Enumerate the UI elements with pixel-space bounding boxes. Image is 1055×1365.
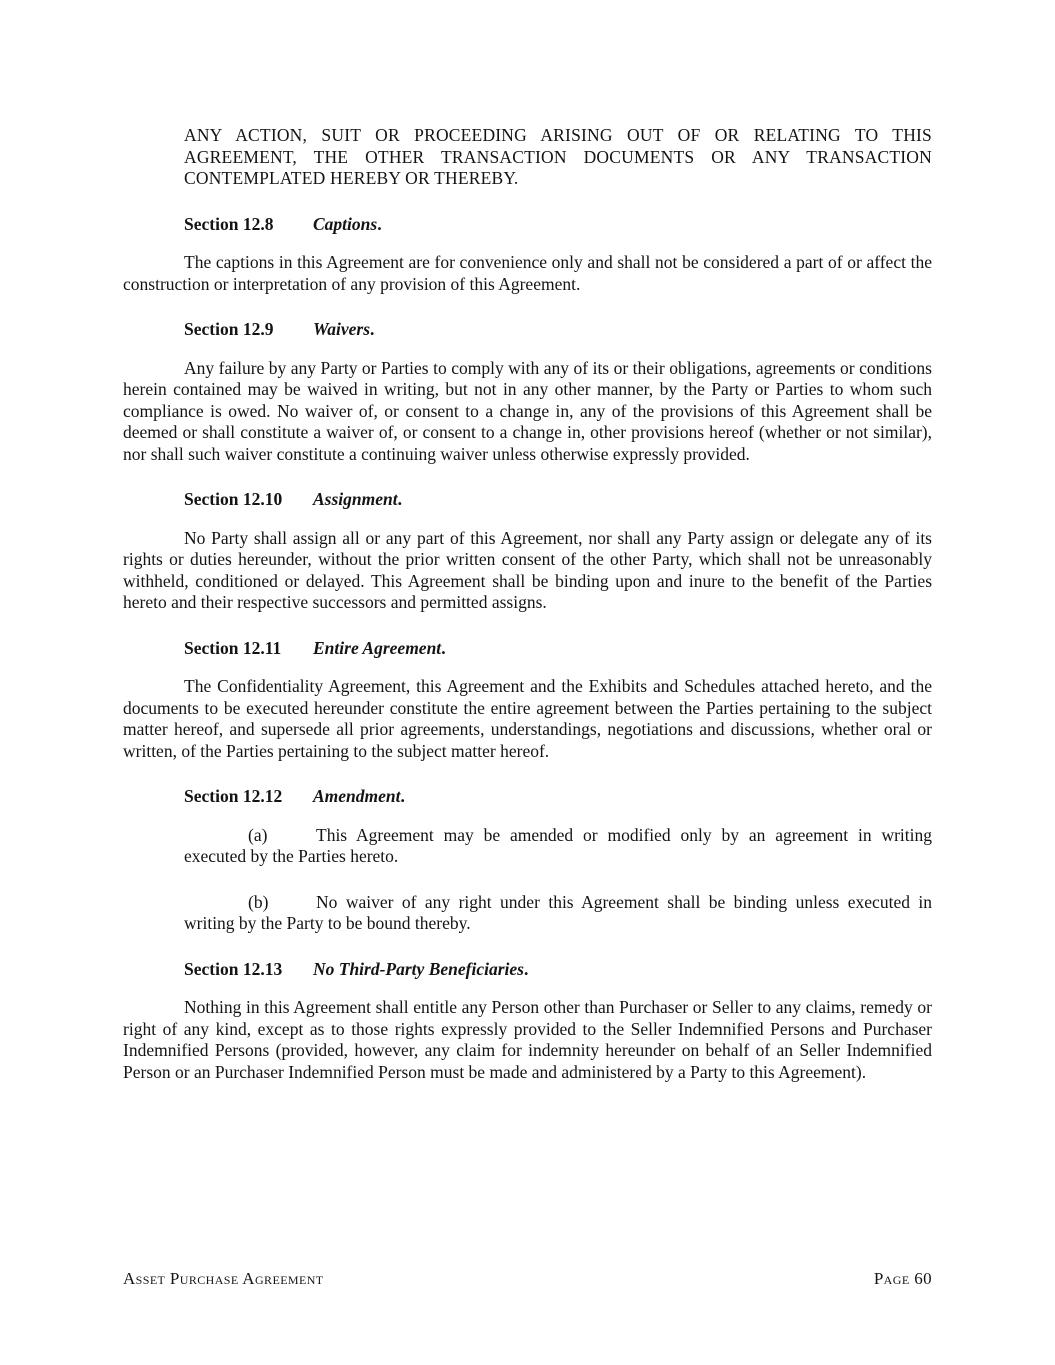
section-title-period: . (397, 489, 402, 509)
no-third-party-beneficiaries-paragraph: Nothing in this Agreement shall entitle any Person other than Purchaser or Seller to any claims, remedy or right of any kind, except as to those rights expressly provided to the Seller Indemnified Persons and Purchaser Indemnified Persons (provided, however, any claim for indemnity hereunder on behalf of an Seller Indemnified Person or an Purchaser Indemnified Person must be made and administered by a Party to this Agreement). (123, 997, 932, 1082)
amendment-subparagraph-b (184, 892, 932, 935)
captions-paragraph: The captions in this Agreement are for convenience only and shall not be considered a part of or affect the construction or interpretation of any provision of this Agreement. (123, 252, 932, 294)
entire-agreement-paragraph: The Confidentiality Agreement, this Agreement and the Exhibits and Schedules attached hereto, and the documents to be executed hereunder constitute the entire agreement between the Parties pertaining to the subject matter hereof, and supersede all prior agreements, understandings, negotiations and discussions, whether oral or written, of the Parties pertaining to the subject matter hereof. (123, 676, 932, 761)
assignment-paragraph: No Party shall assign all or any part of this Agreement, nor shall any Party assign or delegate any of its rights or duties hereunder, without the prior written consent of the other Party, which shall not be unreasonably withheld, conditioned or delayed. This Agreement shall be binding upon and inure to the benefit of the Parties hereto and their respective successors and permitted assigns. (123, 527, 932, 612)
section-title: Waivers (313, 319, 371, 339)
section-title-period: . (377, 213, 382, 234)
subsection-text: This Agreement may be amended or modified only by an agreement in writing executed by the Parties hereto. (184, 824, 932, 866)
section-heading-12-10 (184, 489, 932, 511)
section-title-period: . (370, 319, 375, 339)
section-title-period: . (523, 958, 529, 979)
waivers-paragraph: Any failure by any Party or Parties to comply with any of its or their obligations, agreements or conditions herein contained may be waived in writing, but not in any other manner, by the Party or Parties to whom such compliance is owed. No waiver of, or consent to a change in, any of the provisions of this Agreement shall be deemed or shall constitute a waiver of, or consent to a change in, other provisions hereof (whether or not similar), nor shall such waiver constitute a continuing waiver unless otherwise expressly provided. (123, 357, 932, 464)
section-title: Entire Agreement (313, 637, 442, 658)
footer-page-number: Page 60 (873, 1269, 932, 1288)
section-heading-12-9 (184, 319, 932, 341)
section-number: Section 12.13 (184, 958, 283, 979)
section-heading-12-13 (184, 959, 932, 981)
section-title-period: . (441, 637, 446, 658)
section-title-period: . (400, 786, 405, 806)
footer-document-title: Asset Purchase Agreement (123, 1269, 324, 1288)
page-footer (123, 1268, 932, 1290)
section-number: Section 12.10 (184, 489, 283, 509)
section-heading-12-8 (184, 214, 932, 236)
section-title: Assignment (313, 489, 398, 509)
section-title: Captions (313, 213, 378, 234)
section-number: Section 12.11 (184, 637, 282, 658)
section-heading-12-11 (184, 638, 932, 660)
subsection-label: (a) (248, 824, 268, 845)
section-heading-12-12 (184, 786, 932, 808)
section-number: Section 12.12 (184, 786, 283, 806)
section-title: Amendment (313, 786, 401, 806)
section-number: Section 12.9 (184, 319, 274, 339)
section-title: No Third-Party Beneficiaries (313, 958, 524, 979)
subsection-label: (b) (248, 891, 269, 912)
amendment-subparagraph-a (184, 825, 932, 868)
document-content (123, 125, 932, 1107)
caps-paragraph: ANY ACTION, SUIT OR PROCEEDING ARISING OUT OF OR RELATING TO THIS AGREEMENT, THE OTHER TRANSACTION DOCUMENTS OR ANY TRANSACTION CONTEMPLATED HEREBY OR THEREBY. (184, 125, 932, 188)
subsection-text: No waiver of any right under this Agreement shall be binding unless executed in writing by the Party to be bound thereby. (184, 891, 932, 933)
section-number: Section 12.8 (184, 213, 274, 234)
